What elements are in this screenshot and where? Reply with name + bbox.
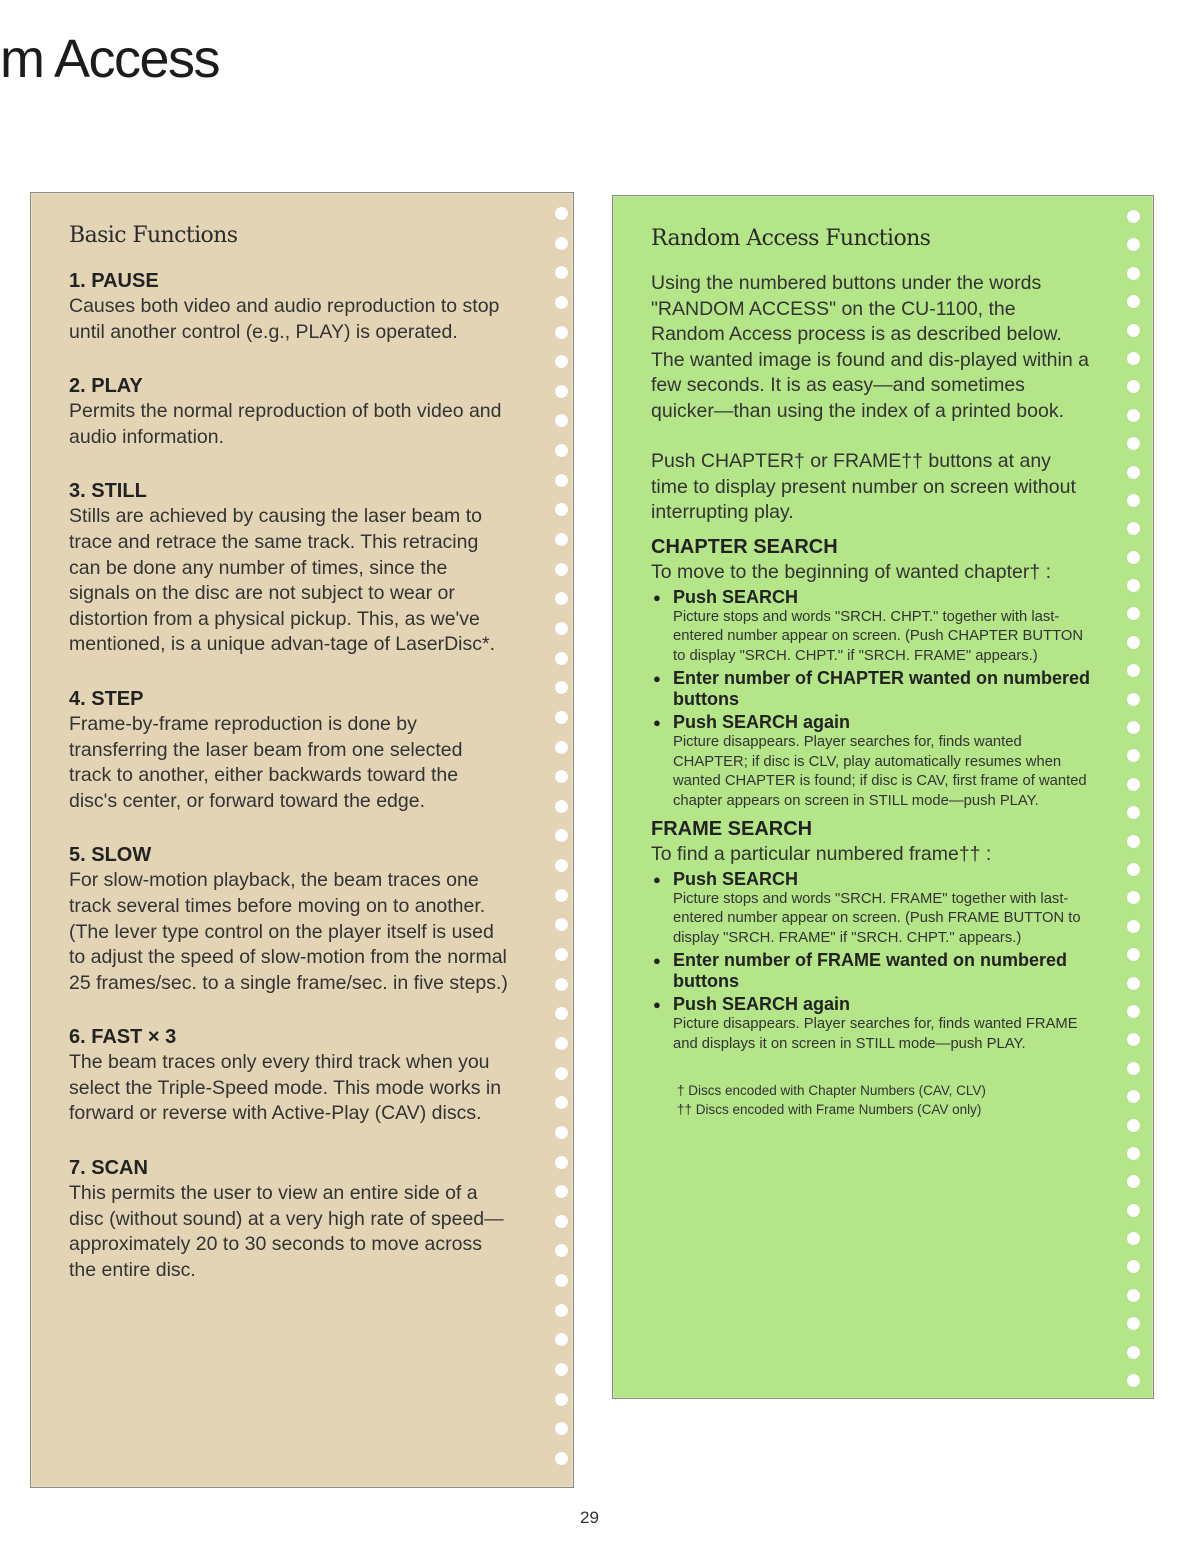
punch-hole [1127,1033,1140,1046]
punch-hole [1127,1005,1140,1018]
punch-hole [1127,238,1140,251]
basic-functions-content [69,223,509,1311]
punch-holes [1125,210,1141,1402]
punch-hole [1127,1119,1140,1132]
function-title: 5. SLOW [69,844,152,867]
chapter-step [651,587,1091,667]
punch-hole [1127,806,1140,819]
punch-hole [555,948,568,961]
punch-hole [555,1274,568,1287]
punch-hole [555,1126,568,1139]
punch-hole [1127,1062,1140,1075]
function-title: 3. STILL [69,480,147,503]
punch-hole [555,563,568,576]
function-description: This permits the user to view an entire side of a disc (without sound) at a very high rate of speed—approximately 20 to 30 seconds to move across the entire disc. [69,1182,504,1281]
punch-hole [1127,749,1140,762]
punch-hole [1127,1232,1140,1245]
frame-search-title: FRAME SEARCH [651,817,813,840]
punch-hole [555,622,568,635]
punch-hole [1127,267,1140,280]
step-title: ● Push SEARCH again [651,994,1091,1015]
punch-hole [1127,1346,1140,1359]
step-description: Picture stops and words "SRCH. FRAME" together with last-entered number appear on screen. (Push FRAME BUTTON to display "SRCH. FRAME" if "SRCH. CHPT." appears.) [673,890,1081,946]
function-description: Frame-by-frame reproduction is done by transferring the laser beam from one selected track to another, either backwards toward the disc's center, or forward toward the edge. [69,712,463,812]
punch-hole [555,385,568,398]
function-description: For slow-motion playback, the beam traces one track several times before moving on to another. (The lever type control on the player itself is used to adjust the speed of slow-motion from the normal 25 frames/sec. to a single frame/sec. in five steps.) [69,869,508,994]
step-description: Picture disappears. Player searches for, finds wanted CHAPTER; if disc is CLV, play automatically resumes when wanted CHAPTER is found; if disc is CAV, first frame of wanted chapter appears on screen in STILL mode—push PLAY. [673,734,1087,810]
punch-holes [553,207,569,1482]
punch-hole [555,207,568,220]
punch-hole [1127,1175,1140,1188]
punch-hole [555,1422,568,1435]
punch-hole [555,800,568,813]
punch-hole [1127,607,1140,620]
function-fast [69,1024,509,1127]
punch-hole [555,770,568,783]
punch-hole [555,652,568,665]
punch-hole [555,1096,568,1109]
punch-hole [555,681,568,694]
punch-hole [1127,1317,1140,1330]
function-step [69,686,509,814]
punch-hole [1127,295,1140,308]
punch-hole [1127,636,1140,649]
function-title: 2. PLAY [69,375,143,398]
punch-hole [555,1067,568,1080]
punch-hole [1127,352,1140,365]
punch-hole [1127,835,1140,848]
basic-functions-heading: Basic Functions [69,223,238,248]
random-access-intro: Using the numbered buttons under the words "RANDOM ACCESS" on the CU-1100, the Random Access process is as described below. The wanted image is found and dis-played within a few seconds. It is as easy—and sometimes quicker—than using the index of a printed book. [651,272,1089,422]
punch-hole [555,503,568,516]
punch-hole [1127,693,1140,706]
function-slow [69,842,509,996]
punch-hole [1127,324,1140,337]
punch-hole [1127,1147,1140,1160]
step-description: Picture stops and words "SRCH. CHPT." together with last-entered number appear on screen. (Push CHAPTER BUTTON to display "SRCH. CHPT." if "SRCH. FRAME" appears.) [673,608,1084,664]
punch-hole [555,918,568,931]
punch-hole [1127,579,1140,592]
punch-hole [555,326,568,339]
step-title: ● Push SEARCH again [651,712,1091,733]
punch-hole [555,1037,568,1050]
random-access-content [651,226,1091,1119]
punch-hole [555,296,568,309]
punch-hole [555,237,568,250]
function-still [69,478,509,658]
function-title: 6. FAST × 3 [69,1026,177,1049]
punch-hole [1127,1204,1140,1217]
punch-hole [1127,522,1140,535]
random-access-heading: Random Access Functions [651,226,931,251]
random-access-card [612,195,1154,1399]
function-scan [69,1155,509,1283]
punch-hole [555,474,568,487]
function-description: Stills are achieved by causing the laser beam to trace and retrace the same track. This retracing can be done any number of times, since the signals on the disc are not subject to wear or distortion from a physical pickup. This, as we've mentioned, is a unique advan-tage of LaserDisc*. [69,505,496,656]
punch-hole [1127,920,1140,933]
punch-hole [1127,977,1140,990]
punch-hole [1127,778,1140,791]
punch-hole [555,1185,568,1198]
chapter-step [651,668,1091,710]
page-number: 29 [580,1508,599,1527]
punch-hole [1127,1260,1140,1273]
punch-hole [555,266,568,279]
punch-hole [555,1363,568,1376]
punch-hole [555,444,568,457]
footnote: †† Discs encoded with Frame Numbers (CAV only) [677,1101,982,1117]
function-title: 4. STEP [69,687,144,710]
page-title: m Access [0,29,220,89]
punch-hole [555,829,568,842]
function-title: 1. PAUSE [69,270,159,292]
punch-hole [555,592,568,605]
punch-hole [555,1156,568,1169]
chapter-search-intro: To move to the beginning of wanted chapter† : [651,560,1052,583]
function-description: The beam traces only every third track when you select the Triple-Speed mode. This mode works in forward or reverse with Active-Play (CAV) discs. [69,1051,502,1125]
punch-hole [1127,664,1140,677]
punch-hole [555,889,568,902]
punch-hole [555,1007,568,1020]
function-description: Permits the normal reproduction of both video and audio information. [69,400,502,448]
punch-hole [1127,863,1140,876]
punch-hole [1127,409,1140,422]
punch-hole [555,741,568,754]
punch-hole [555,1244,568,1257]
punch-hole [555,859,568,872]
punch-hole [555,1304,568,1317]
chapter-search-title: CHAPTER SEARCH [651,535,838,558]
step-title: ● Enter number of FRAME wanted on numbered buttons [651,950,1091,992]
function-play [69,373,509,450]
punch-hole [1127,1289,1140,1302]
punch-hole [1127,551,1140,564]
frame-search-section [651,816,1091,1055]
frame-step [651,950,1091,992]
function-pause [69,268,509,345]
punch-hole [555,711,568,724]
punch-hole [1127,721,1140,734]
frame-step [651,869,1091,949]
frame-search-intro: To find a particular numbered frame†† : [651,842,992,865]
step-title: ● Push SEARCH [651,869,1091,890]
step-description: Picture disappears. Player searches for, finds wanted FRAME and displays it on screen in STILL mode—push PLAY. [673,1016,1078,1053]
basic-functions-card [30,192,574,1488]
function-description: Causes both video and audio reproduction to stop until another control (e.g., PLAY) is operated. [69,295,500,343]
step-title: ● Push SEARCH [651,587,1091,608]
punch-hole [555,1393,568,1406]
step-title: ● Enter number of CHAPTER wanted on numbered buttons [651,668,1091,710]
punch-hole [1127,437,1140,450]
footnote: † Discs encoded with Chapter Numbers (CAV, CLV) [677,1082,986,1098]
punch-hole [1127,210,1140,223]
punch-hole [555,1333,568,1346]
punch-hole [1127,1090,1140,1103]
random-access-display-note: Push CHAPTER† or FRAME†† buttons at any time to display present number on screen without interrupting play. [651,450,1076,523]
chapter-search-section [651,534,1091,812]
punch-hole [555,355,568,368]
punch-hole [555,414,568,427]
footnotes [651,1081,1091,1119]
punch-hole [1127,1374,1140,1387]
punch-hole [1127,891,1140,904]
function-title: 7. SCAN [69,1157,148,1180]
punch-hole [1127,380,1140,393]
punch-hole [1127,948,1140,961]
punch-hole [555,1215,568,1228]
punch-hole [555,1452,568,1465]
punch-hole [1127,494,1140,507]
punch-hole [555,978,568,991]
frame-step [651,994,1091,1054]
chapter-step [651,712,1091,811]
punch-hole [555,533,568,546]
punch-hole [1127,466,1140,479]
